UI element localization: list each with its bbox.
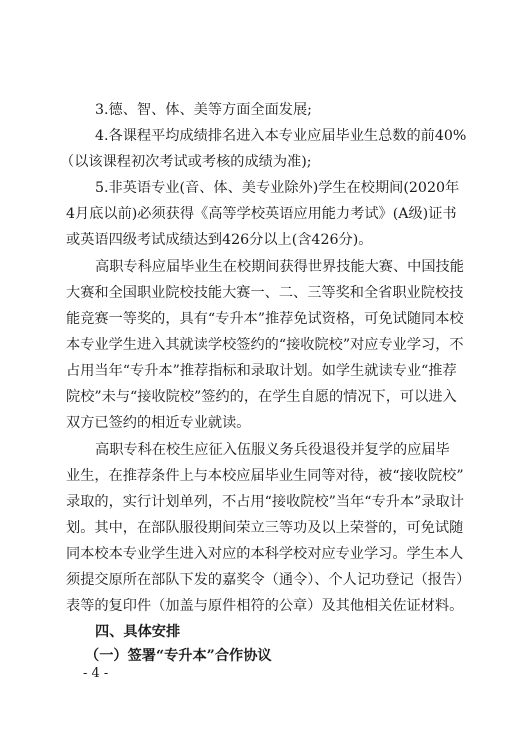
paragraph-1-line-6: 院校”未与“接收院校”签约的，在学生自愿的情况下，可以进入	[66, 389, 457, 405]
paragraph-1-line-4: 本专业学生进入其就读学校签约的“接收院校”对应专业学习，不	[66, 337, 464, 353]
subsection-heading: （一）签署“专升本”合作协议	[85, 648, 272, 664]
paragraph-1-line-3: 能竞赛一等奖的，具有“专升本”推荐免试资格，可免试随同本校	[66, 311, 464, 327]
paragraph-1-line-1: 高职专科应届毕业生在校期间获得世界技能大赛、中国技能	[95, 259, 464, 275]
paragraph-1-line-5: 占用当年“专升本”推荐指标和录取计划。如学生就读专业“推荐	[66, 363, 457, 379]
paragraph-2-line-2: 业生，在推荐条件上与本校应届毕业生同等对待，被“接收院校”	[66, 468, 464, 484]
paragraph-1-line-2: 大赛和全国职业院校技能大赛一、二、三等奖和全省职业院校技	[66, 285, 464, 301]
paragraph-2-line-1: 高职专科在校生应征入伍服义务兵役退役并复学的应届毕	[95, 442, 450, 458]
list-item-4-cont: （以该课程初次考试或考核的成绩为准);	[60, 154, 312, 170]
paragraph-2-line-4: 划。其中，在部队服役期间荣立三等功及以上荣誉的，可免试随	[66, 520, 464, 536]
list-item-5: 5.非英语专业(音、体、美专业除外)学生在校期间(2020年	[95, 180, 460, 196]
paragraph-2-line-6: 须提交原所在部队下发的嘉奖令（通令）、个人记功登记（报告）	[66, 572, 471, 588]
list-item-5-cont-1: 4月底以前)必须获得《高等学校英语应用能力考试》(A级)证书	[66, 206, 457, 222]
list-item-5-cont-2: 或英语四级考试成绩达到426分以上(含426分)。	[66, 232, 373, 248]
section-heading: 四、具体安排	[95, 624, 181, 640]
paragraph-2-line-7: 表等的复印件（加盖与原件相符的公章）及其他相关佐证材料。	[66, 598, 464, 614]
list-item-4: 4.各课程平均成绩排名进入本专业应届毕业生总数的前40%	[95, 128, 467, 144]
list-item-3: 3.德、智、体、美等方面全面发展;	[95, 102, 312, 118]
paragraph-2-line-3: 录取的，实行计划单列，不占用“接收院校”当年“专升本”录取计	[66, 494, 464, 510]
paragraph-1-line-7: 双方已签约的相近专业就读。	[66, 415, 251, 431]
paragraph-2-line-5: 同本校本专业学生进入对应的本科学校对应专业学习。学生本人	[66, 546, 464, 562]
page-number: - 4 -	[83, 666, 109, 681]
